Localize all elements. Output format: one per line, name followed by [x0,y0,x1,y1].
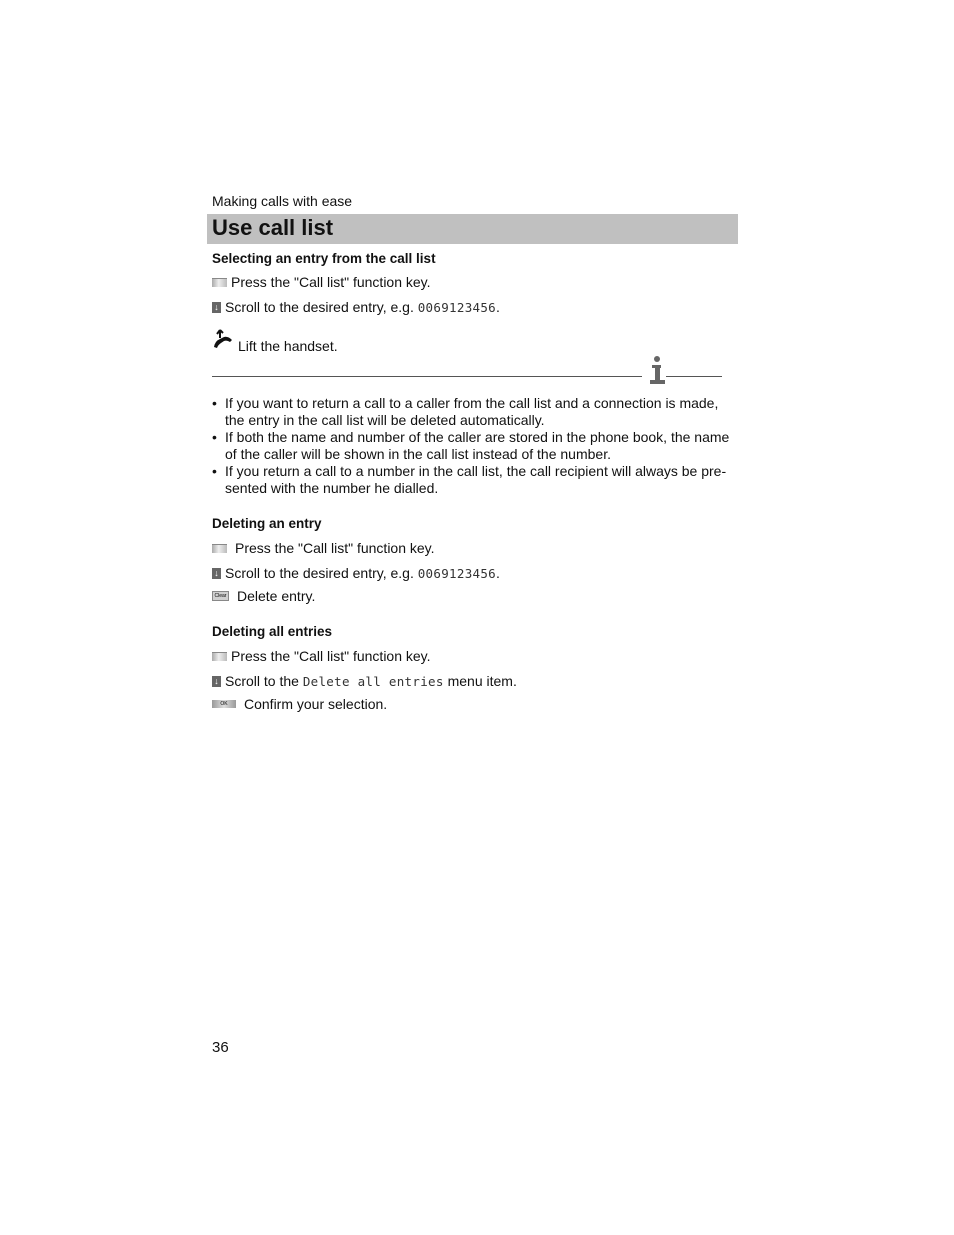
step-text: Scroll to the desired entry, e.g. [225,565,418,581]
step-confirm [212,696,387,712]
function-key-icon [212,652,227,661]
step-text: Press the "Call list" function key. [235,540,435,556]
page-title: Use call list [212,215,334,240]
running-head: Making calls with ease [212,193,353,209]
example-number: 0069123456 [417,299,496,315]
page-number: 36 [212,1039,229,1056]
step-scroll-entry [212,299,500,315]
step-scroll-menu-item [212,673,517,689]
step-text-end: . [496,565,500,581]
scroll-down-icon: ↓ [212,568,221,579]
step-text-end: . [496,299,500,315]
handset-lift-icon [212,327,234,351]
info-notes [212,395,732,497]
function-key-icon [212,278,227,287]
step-text: Scroll to the [225,673,303,689]
step-text: Press the "Call list" function key. [231,274,431,290]
step-text-end: menu item. [443,673,517,689]
step-text: Lift the handset. [238,338,338,354]
clear-key-icon: Clear [212,591,229,601]
function-key-icon [212,544,227,553]
menu-item-name: Delete all entries [302,673,444,689]
scroll-down-icon: ↓ [212,676,221,687]
info-note: • If you want to return a call to a caller from the call list and a connection is made, the entry in the call list will be deleted automatically. [212,395,732,429]
section-heading-select-entry: Selecting an entry from the call list [212,251,436,266]
ok-key-icon: OK [212,700,236,708]
section-heading-delete-all: Deleting all entries [212,624,333,639]
info-divider [212,376,642,377]
step-scroll-entry [212,565,500,581]
step-text: Confirm your selection. [244,696,388,712]
title-bar [207,214,738,244]
step-text: Delete entry. [237,588,316,604]
example-number: 0069123456 [417,565,496,581]
scroll-down-icon: ↓ [212,302,221,313]
info-divider [666,376,722,377]
step-delete-entry [212,588,315,604]
step-press-call-list-key [212,274,431,290]
info-note: • If you return a call to a number in the call list, the call recipient will always be pre-sented with the number he dialled. [212,463,732,497]
step-text: Press the "Call list" function key. [231,648,431,664]
step-press-call-list-key [212,648,431,664]
section-heading-delete-entry: Deleting an entry [212,516,322,531]
info-icon [647,355,667,385]
info-note: • If both the name and number of the caller are stored in the phone book, the name of the caller will be shown in the call list instead of the number. [212,429,732,463]
step-lift-handset [212,324,338,354]
step-press-call-list-key [212,540,435,556]
step-text: Scroll to the desired entry, e.g. [225,299,418,315]
